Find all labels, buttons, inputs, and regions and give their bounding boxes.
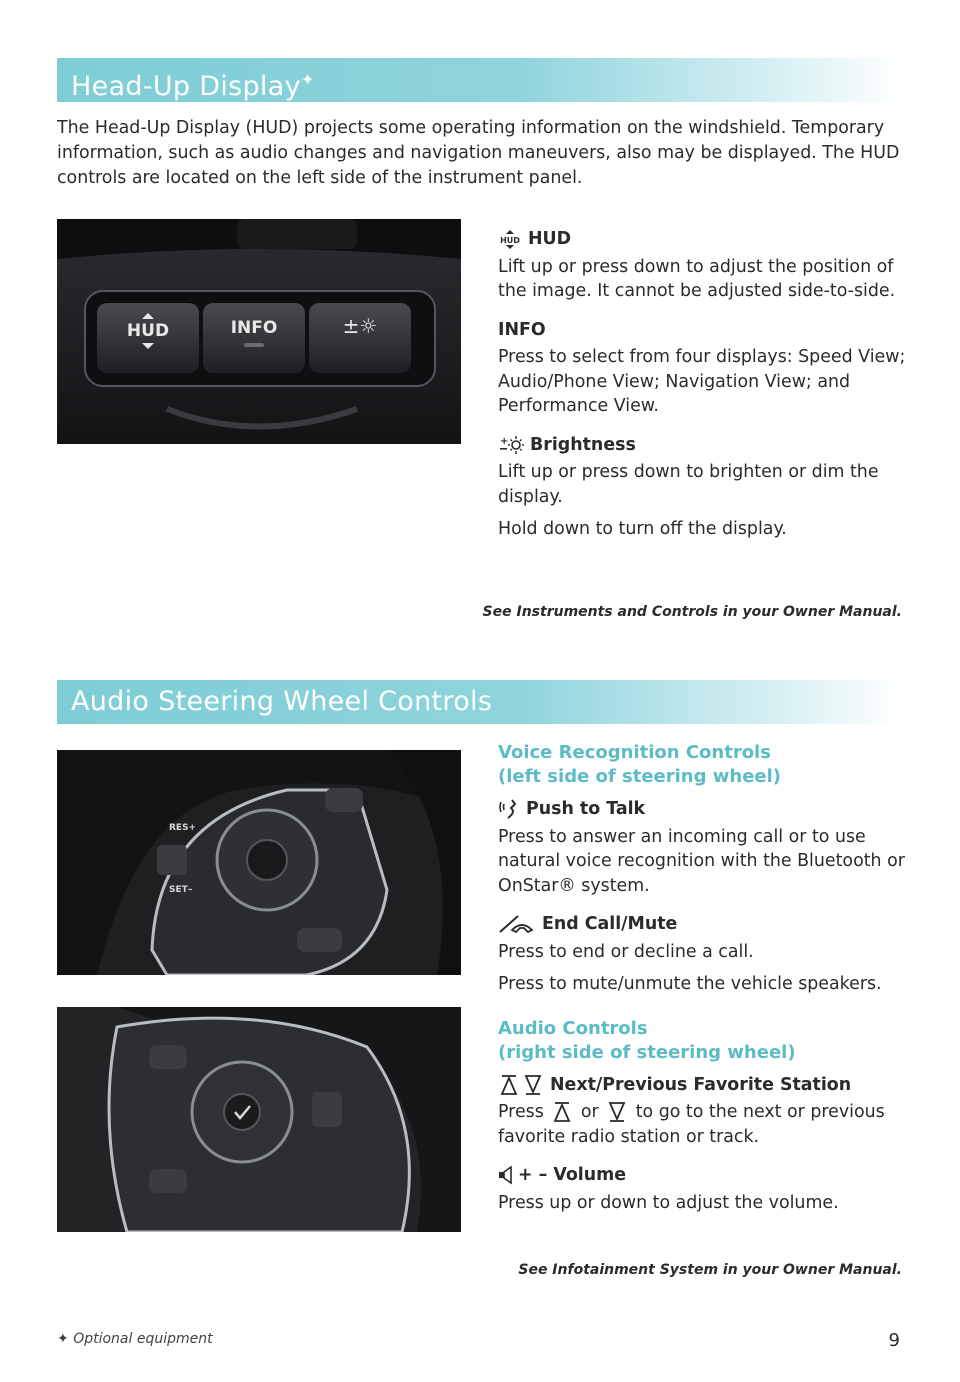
audio-subheading (498, 1017, 908, 1065)
next-favorite-icon (553, 1102, 571, 1122)
favorite-text-press: Press (498, 1102, 544, 1122)
brightness-item-text: Lift up or press down to brighten or dim the display. (498, 462, 879, 507)
page-number: 9 (888, 1330, 900, 1351)
svg-text:HUD: HUD (500, 236, 520, 245)
hud-section-title: Head-Up Display (71, 71, 301, 102)
voice-subheading-line-2: (left side of steering wheel) (498, 766, 782, 787)
info-item-heading: INFO (498, 319, 546, 340)
push-to-talk-heading-text: Push to Talk (526, 799, 646, 819)
hud-heading-text: HUD (528, 229, 572, 249)
info-item-text: Press to select from four displays: Speed View; Audio/Phone View; Navigation View; and Performance View. (498, 347, 906, 416)
audio-section-title: Audio Steering Wheel Controls (71, 686, 493, 717)
favorite-station-text (498, 1100, 908, 1149)
brightness-icon (498, 435, 524, 455)
right-steering-controls-photo (57, 1007, 461, 1232)
hud-item-text: Lift up or press down to adjust the position of the image. It cannot be adjusted side-to-side. (498, 256, 896, 301)
right-steering-controls-illustration (57, 1007, 461, 1232)
left-steering-controls-photo (57, 750, 461, 975)
volume-heading (498, 1163, 908, 1188)
hud-intro-paragraph: The Head-Up Display (HUD) projects some operating information on the windshield. Temporary information, such as audio changes and navigation maneuvers, also may be displayed. The HUD controls are located on the left side of the instrument panel. (57, 118, 900, 188)
audio-subheading-line-2: (right side of steering wheel) (498, 1041, 796, 1063)
volume-symbols: + – (518, 1165, 548, 1185)
volume-text: Press up or down to adjust the volume. (498, 1192, 839, 1213)
volume-heading-text: Volume (553, 1165, 627, 1185)
photo-brightness-label: ±☼ (342, 314, 378, 338)
favorite-station-heading (498, 1073, 908, 1098)
voice-subheading (498, 741, 908, 789)
push-to-talk-heading (498, 797, 908, 822)
hud-icon (498, 229, 522, 249)
favorite-station-heading-text: Next/Previous Favorite Station (550, 1074, 852, 1095)
photo-hud-label: HUD (126, 321, 170, 341)
volume-icon (498, 1165, 516, 1185)
audio-section-banner (57, 680, 902, 724)
brightness-heading-text: Brightness (530, 434, 636, 455)
push-to-talk-icon (498, 798, 520, 820)
push-to-talk-text: Press to answer an incoming call or to use natural voice recognition with the Bluetooth or OnStar® system. (498, 826, 905, 896)
audio-subheading-line-1: Audio Controls (498, 1017, 648, 1039)
photo-info-label: INFO (230, 318, 278, 338)
hud-description-column (498, 227, 908, 550)
photo-res-label: RES+ (169, 823, 197, 833)
left-steering-controls-illustration (57, 750, 461, 975)
hud-section-banner (57, 58, 902, 102)
previous-favorite-icon (608, 1102, 626, 1122)
voice-subheading-line-1: Voice Recognition Controls (498, 742, 771, 763)
brightness-item-heading (498, 433, 908, 458)
favorite-station-icon (498, 1074, 544, 1096)
svg-text:+: + (500, 435, 509, 447)
hud-controls-photo (57, 219, 461, 444)
end-call-heading (498, 912, 908, 937)
optional-equipment-footnote (57, 1331, 213, 1347)
end-call-icon (498, 914, 536, 934)
favorite-text-or: or (580, 1102, 599, 1122)
brightness-item-text-2: Hold down to turn off the display. (498, 519, 787, 539)
hud-controls-illustration (57, 219, 461, 444)
photo-set-label: SET– (169, 885, 193, 895)
audio-description-column (498, 741, 908, 1223)
end-call-heading-text: End Call/Mute (542, 914, 678, 934)
audio-manual-reference: See Infotainment System in your Owner Manual. (518, 1262, 902, 1278)
footnote-mark: ✦ (57, 1331, 69, 1347)
hud-manual-reference: See Instruments and Controls in your Owner Manual. (482, 604, 902, 620)
favorite-text-rest: to go to the next or previous favorite radio station or track. (498, 1102, 885, 1147)
optional-equipment-mark: ✦ (300, 70, 315, 89)
end-call-text-2: Press to mute/unmute the vehicle speakers. (498, 974, 882, 994)
footnote-text: Optional equipment (73, 1331, 213, 1347)
hud-item-heading (498, 227, 908, 252)
end-call-text: Press to end or decline a call. (498, 941, 754, 962)
